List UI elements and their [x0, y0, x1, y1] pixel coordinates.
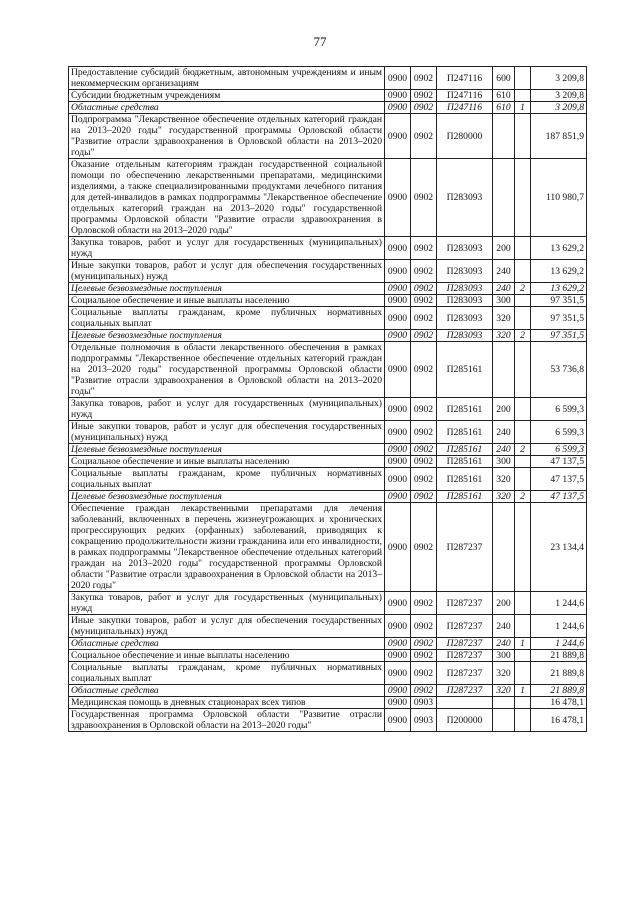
row-amount: 13 629,2	[531, 260, 587, 283]
row-funding-source	[515, 615, 531, 638]
table-row	[69, 102, 587, 114]
row-name: Социальные выплаты гражданам, кроме публичных нормативных социальных выплат	[69, 662, 385, 685]
row-funding-source	[515, 398, 531, 421]
row-name: Иные закупки товаров, работ и услуг для обеспечения государственных (муниципальных) нужд	[69, 615, 385, 638]
row-section: 0900	[385, 90, 411, 102]
table-row	[69, 468, 587, 491]
row-subsection: 0903	[411, 709, 437, 732]
row-section: 0900	[385, 307, 411, 330]
row-funding-source	[515, 307, 531, 330]
row-expense-type	[493, 503, 515, 592]
row-funding-source	[515, 260, 531, 283]
row-name: Государственная программа Орловской области "Развитие отрасли здравоохранения в Орловской области на 2013–2020 годы"	[69, 709, 385, 732]
row-target-article: П283093	[437, 330, 493, 342]
row-expense-type: 610	[493, 102, 515, 114]
row-expense-type: 200	[493, 398, 515, 421]
row-name: Обеспечение граждан лекарственными препаратами для лечения заболеваний, включенных в перечень жизнеугрожающих и хронических прогрессирующих редких (орфанных) заболеваний, приводящих к сокращению продолжительности жизни гражданина или его инвалидности, в рамках подпрограммы "Лекарственное обеспечение отдельных категорий граждан на 2013–2020 годы" государственной программы Орловской области "Развитие отрасли здравоохранения в Орловской области на 2013–2020 годы"	[69, 503, 385, 592]
table-row	[69, 237, 587, 260]
table-row	[69, 330, 587, 342]
row-amount: 21 889,8	[531, 650, 587, 662]
row-funding-source	[515, 114, 531, 159]
row-target-article: П287237	[437, 592, 493, 615]
row-name: Медицинская помощь в дневных стационарах всех типов	[69, 697, 385, 709]
row-section: 0900	[385, 237, 411, 260]
row-funding-source	[515, 456, 531, 468]
table-row	[69, 114, 587, 159]
row-expense-type	[493, 697, 515, 709]
row-target-article: П283093	[437, 307, 493, 330]
row-funding-source	[515, 421, 531, 444]
row-name: Целевые безвозмездные поступления	[69, 444, 385, 456]
row-amount: 1 244,6	[531, 592, 587, 615]
row-target-article: П247116	[437, 102, 493, 114]
row-name: Социальное обеспечение и иные выплаты населению	[69, 650, 385, 662]
table-row	[69, 444, 587, 456]
row-funding-source	[515, 159, 531, 237]
row-expense-type: 320	[493, 491, 515, 503]
row-expense-type: 320	[493, 330, 515, 342]
row-subsection: 0902	[411, 114, 437, 159]
row-subsection: 0902	[411, 90, 437, 102]
row-expense-type: 320	[493, 685, 515, 697]
row-subsection: 0902	[411, 342, 437, 398]
table-row	[69, 159, 587, 237]
row-section: 0900	[385, 650, 411, 662]
row-subsection: 0902	[411, 237, 437, 260]
row-section: 0900	[385, 615, 411, 638]
row-section: 0900	[385, 398, 411, 421]
row-name: Социальные выплаты гражданам, кроме публичных нормативных социальных выплат	[69, 307, 385, 330]
row-name: Иные закупки товаров, работ и услуг для обеспечения государственных (муниципальных) нужд	[69, 421, 385, 444]
row-amount: 97 351,5	[531, 307, 587, 330]
table-row	[69, 709, 587, 732]
row-amount: 110 980,7	[531, 159, 587, 237]
row-target-article: П247116	[437, 90, 493, 102]
row-name: Областные средства	[69, 685, 385, 697]
row-funding-source	[515, 67, 531, 90]
table-row	[69, 650, 587, 662]
row-amount: 6 599,3	[531, 398, 587, 421]
table-row	[69, 307, 587, 330]
table-row	[69, 67, 587, 90]
row-funding-source	[515, 592, 531, 615]
row-funding-source	[515, 295, 531, 307]
row-target-article: П283093	[437, 295, 493, 307]
row-target-article: П287237	[437, 662, 493, 685]
row-section: 0900	[385, 295, 411, 307]
row-funding-source: 1	[515, 638, 531, 650]
row-target-article	[437, 697, 493, 709]
row-expense-type: 240	[493, 615, 515, 638]
row-subsection: 0902	[411, 650, 437, 662]
row-amount: 47 137,5	[531, 456, 587, 468]
row-subsection: 0902	[411, 283, 437, 295]
row-name: Иные закупки товаров, работ и услуг для обеспечения государственных (муниципальных) нужд	[69, 260, 385, 283]
table-row	[69, 491, 587, 503]
row-funding-source	[515, 468, 531, 491]
row-expense-type: 610	[493, 90, 515, 102]
row-subsection: 0902	[411, 398, 437, 421]
row-target-article: П285161	[437, 342, 493, 398]
table-row	[69, 592, 587, 615]
row-amount: 13 629,2	[531, 283, 587, 295]
row-subsection: 0902	[411, 468, 437, 491]
row-name: Областные средства	[69, 102, 385, 114]
table-row	[69, 398, 587, 421]
row-target-article: П285161	[437, 456, 493, 468]
row-name: Целевые безвозмездные поступления	[69, 283, 385, 295]
row-target-article: П283093	[437, 159, 493, 237]
row-expense-type: 240	[493, 444, 515, 456]
row-name: Целевые безвозмездные поступления	[69, 491, 385, 503]
row-subsection: 0902	[411, 444, 437, 456]
row-expense-type: 320	[493, 468, 515, 491]
row-section: 0900	[385, 592, 411, 615]
row-subsection: 0903	[411, 697, 437, 709]
row-subsection: 0902	[411, 67, 437, 90]
row-amount: 1 244,6	[531, 638, 587, 650]
row-section: 0900	[385, 444, 411, 456]
row-subsection: 0902	[411, 456, 437, 468]
row-subsection: 0902	[411, 295, 437, 307]
row-section: 0900	[385, 421, 411, 444]
row-target-article: П285161	[437, 421, 493, 444]
row-expense-type: 300	[493, 650, 515, 662]
row-expense-type: 600	[493, 67, 515, 90]
row-section: 0900	[385, 456, 411, 468]
row-funding-source	[515, 90, 531, 102]
table-row	[69, 456, 587, 468]
row-amount: 16 478,1	[531, 709, 587, 732]
row-subsection: 0902	[411, 592, 437, 615]
row-target-article: П285161	[437, 468, 493, 491]
table-row	[69, 90, 587, 102]
row-name: Предоставление субсидий бюджетным, автономным учреждениям и иным некоммерческим организациям	[69, 67, 385, 90]
row-funding-source	[515, 697, 531, 709]
row-funding-source	[515, 709, 531, 732]
row-target-article: П285161	[437, 491, 493, 503]
row-expense-type: 200	[493, 237, 515, 260]
row-target-article: П283093	[437, 237, 493, 260]
row-section: 0900	[385, 330, 411, 342]
row-section: 0900	[385, 468, 411, 491]
row-funding-source	[515, 662, 531, 685]
row-funding-source: 2	[515, 491, 531, 503]
row-expense-type: 240	[493, 638, 515, 650]
row-target-article: П200000	[437, 709, 493, 732]
row-subsection: 0902	[411, 159, 437, 237]
row-name: Областные средства	[69, 638, 385, 650]
row-amount: 53 736,8	[531, 342, 587, 398]
row-name: Субсидии бюджетным учреждениям	[69, 90, 385, 102]
table-row	[69, 283, 587, 295]
row-name: Отдельные полномочия в области лекарственного обеспечения в рамках подпрограммы "Лекарственное обеспечение отдельных категорий граждан на 2013–2020 годы" государственной программы Орловской области "Развитие отрасли здравоохранения в Орловской области на 2013–2020 годы"	[69, 342, 385, 398]
page-number: 77	[313, 34, 327, 49]
table-row	[69, 260, 587, 283]
row-amount: 1 244,6	[531, 615, 587, 638]
row-amount: 6 599,3	[531, 421, 587, 444]
row-expense-type: 300	[493, 456, 515, 468]
row-expense-type	[493, 342, 515, 398]
row-section: 0900	[385, 67, 411, 90]
row-subsection: 0902	[411, 102, 437, 114]
row-expense-type	[493, 159, 515, 237]
row-subsection: 0902	[411, 615, 437, 638]
row-expense-type	[493, 114, 515, 159]
table-row	[69, 685, 587, 697]
row-target-article: П285161	[437, 444, 493, 456]
row-expense-type: 240	[493, 283, 515, 295]
row-name: Закупка товаров, работ и услуг для государственных (муниципальных) нужд	[69, 398, 385, 421]
row-section: 0900	[385, 638, 411, 650]
row-funding-source: 1	[515, 685, 531, 697]
row-expense-type: 240	[493, 260, 515, 283]
row-target-article: П287237	[437, 503, 493, 592]
row-amount: 187 851,9	[531, 114, 587, 159]
row-amount: 3 209,8	[531, 67, 587, 90]
row-amount: 47 137,5	[531, 491, 587, 503]
budget-table	[68, 66, 587, 732]
row-expense-type: 320	[493, 307, 515, 330]
row-funding-source	[515, 650, 531, 662]
table-row	[69, 615, 587, 638]
row-section: 0900	[385, 342, 411, 398]
row-section: 0900	[385, 697, 411, 709]
row-name: Социальное обеспечение и иные выплаты населению	[69, 295, 385, 307]
row-funding-source	[515, 237, 531, 260]
row-subsection: 0902	[411, 503, 437, 592]
row-section: 0900	[385, 662, 411, 685]
row-name: Социальное обеспечение и иные выплаты населению	[69, 456, 385, 468]
table-row	[69, 503, 587, 592]
row-amount: 97 351,5	[531, 295, 587, 307]
table-row	[69, 697, 587, 709]
row-target-article: П283093	[437, 260, 493, 283]
row-amount: 3 209,8	[531, 90, 587, 102]
row-name: Целевые безвозмездные поступления	[69, 330, 385, 342]
row-subsection: 0902	[411, 662, 437, 685]
row-amount: 23 134,4	[531, 503, 587, 592]
row-amount: 6 599,3	[531, 444, 587, 456]
budget-table-body	[69, 67, 587, 732]
row-amount: 21 889,8	[531, 685, 587, 697]
row-funding-source: 2	[515, 444, 531, 456]
row-target-article: П283093	[437, 283, 493, 295]
row-expense-type	[493, 709, 515, 732]
row-section: 0900	[385, 685, 411, 697]
row-subsection: 0902	[411, 260, 437, 283]
row-subsection: 0902	[411, 685, 437, 697]
row-target-article: П287237	[437, 638, 493, 650]
row-target-article: П280000	[437, 114, 493, 159]
row-amount: 97 351,5	[531, 330, 587, 342]
row-expense-type: 320	[493, 662, 515, 685]
row-name: Оказание отдельным категориям граждан государственной социальной помощи по обеспечению лекарственными препаратами, медицинскими изделиями, а также специализированными продуктами лечебного питания для детей-инвалидов в рамках подпрограммы "Лекарственное обеспечение отдельных категорий граждан на 2013–2020 годы" государственной программы Орловской области "Развитие отрасли здравоохранения в Орловской области на 2013–2020 годы"	[69, 159, 385, 237]
row-funding-source: 1	[515, 102, 531, 114]
row-subsection: 0902	[411, 330, 437, 342]
row-section: 0900	[385, 283, 411, 295]
row-section: 0900	[385, 260, 411, 283]
row-section: 0900	[385, 102, 411, 114]
row-target-article: П287237	[437, 685, 493, 697]
row-name: Закупка товаров, работ и услуг для государственных (муниципальных) нужд	[69, 592, 385, 615]
row-amount: 47 137,5	[531, 468, 587, 491]
row-expense-type: 240	[493, 421, 515, 444]
row-subsection: 0902	[411, 638, 437, 650]
row-funding-source	[515, 503, 531, 592]
row-target-article: П247116	[437, 67, 493, 90]
table-row	[69, 421, 587, 444]
row-subsection: 0902	[411, 307, 437, 330]
row-name: Закупка товаров, работ и услуг для государственных (муниципальных) нужд	[69, 237, 385, 260]
row-name: Подпрограмма "Лекарственное обеспечение отдельных категорий граждан на 2013–2020 годы" государственной программы Орловской области "Развитие отрасли здравоохранения в Орловской области на 2013–2020 годы"	[69, 114, 385, 159]
row-subsection: 0902	[411, 491, 437, 503]
row-amount: 3 209,8	[531, 102, 587, 114]
row-amount: 21 889,8	[531, 662, 587, 685]
row-name: Социальные выплаты гражданам, кроме публичных нормативных социальных выплат	[69, 468, 385, 491]
row-section: 0900	[385, 491, 411, 503]
row-target-article: П285161	[437, 398, 493, 421]
table-row	[69, 638, 587, 650]
row-funding-source: 2	[515, 283, 531, 295]
row-subsection: 0902	[411, 421, 437, 444]
row-amount: 16 478,1	[531, 697, 587, 709]
row-section: 0900	[385, 709, 411, 732]
row-section: 0900	[385, 159, 411, 237]
table-row	[69, 295, 587, 307]
table-row	[69, 342, 587, 398]
row-target-article: П287237	[437, 615, 493, 638]
row-amount: 13 629,2	[531, 237, 587, 260]
row-target-article: П287237	[437, 650, 493, 662]
row-section: 0900	[385, 114, 411, 159]
row-funding-source	[515, 342, 531, 398]
row-expense-type: 200	[493, 592, 515, 615]
table-row	[69, 662, 587, 685]
row-funding-source: 2	[515, 330, 531, 342]
row-expense-type: 300	[493, 295, 515, 307]
row-section: 0900	[385, 503, 411, 592]
